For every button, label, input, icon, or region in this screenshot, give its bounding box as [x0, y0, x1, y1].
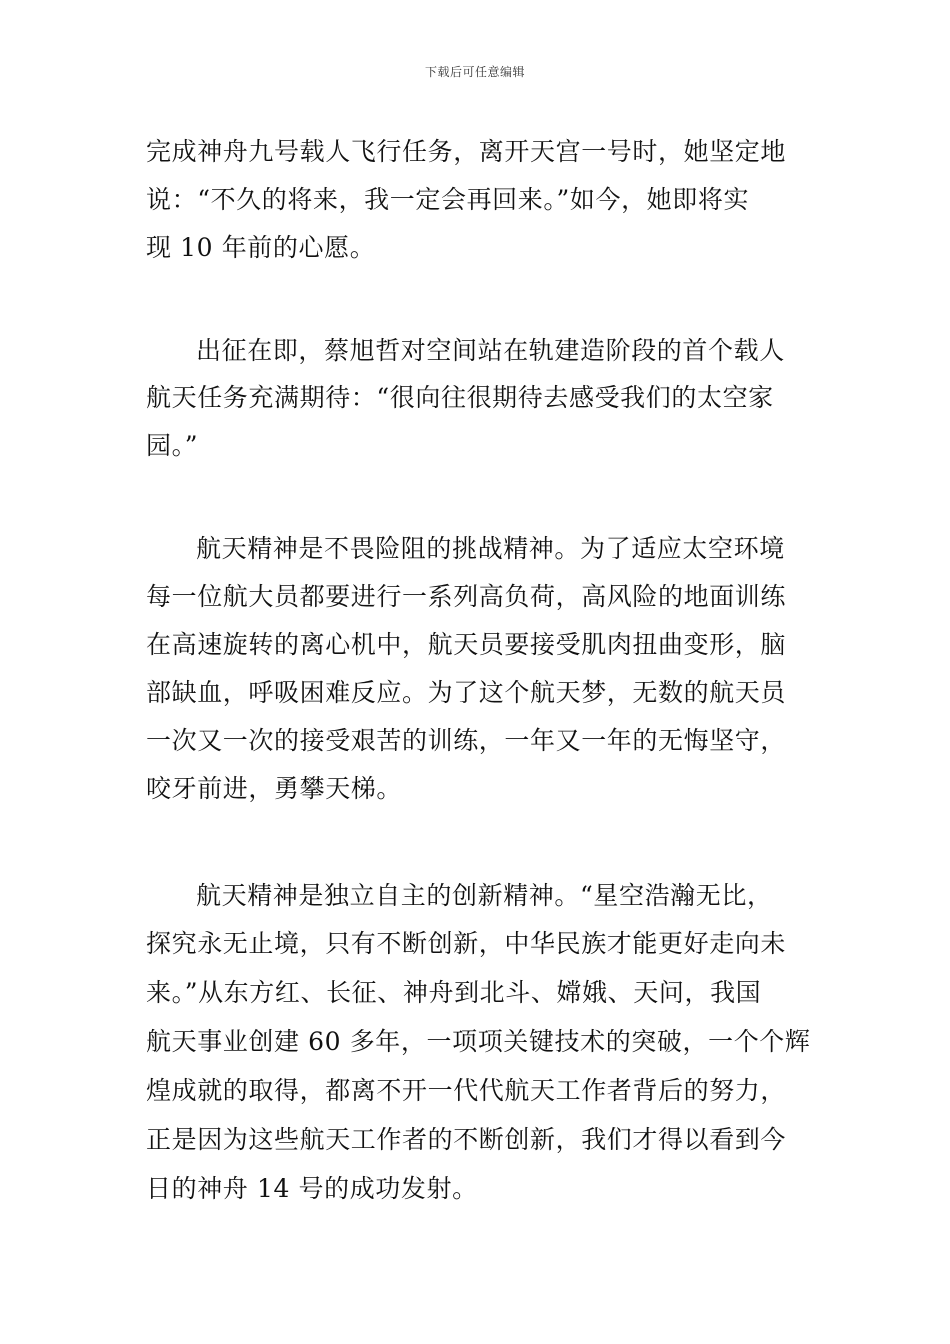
paragraph-3-line-5: 一次又一次的接受艰苦的训练，一年又一年的无悔坚守， [146, 726, 787, 755]
paragraph-1-line-1: 完成神舟九号载人飞行任务，离开天宫一号时，她坚定地 [146, 137, 787, 166]
paragraph-2-line-1: 出征在即，蔡旭哲对空间站在轨建造阶段的首个载人 [196, 336, 785, 365]
paragraph-3-line-2: 每一位航大员都要进行一系列高负荷，高风险的地面训练 [146, 582, 787, 611]
paragraph-3-line-6: 咬牙前进，勇攀天梯。 [146, 774, 403, 803]
paragraph-1-line-2: 说：“不久的将来，我一定会再回来。”如今，她即将实 [146, 185, 750, 214]
paragraph-2-line-2: 航天任务充满期待：“很向往很期待去感受我们的太空家 [146, 383, 774, 412]
paragraph-4-line-1: 航天精神是独立自主的创新精神。“星空浩瀚无比， [196, 881, 773, 910]
paragraph-4-line-3: 来。”从东方红、长征、神舟到北斗、嫦娥、天问，我国 [146, 978, 762, 1007]
paragraph-1-line-3: 现 10 年前的心愿。 [146, 233, 376, 262]
paragraph-4-line-6: 正是因为这些航天工作者的不断创新，我们才得以看到今 [146, 1125, 787, 1154]
header-note: 下载后可任意编辑 [424, 65, 525, 79]
paragraph-2-line-3: 园。” [146, 431, 199, 460]
paragraph-3-line-4: 部缺血，呼吸困难反应。为了这个航天梦，无数的航天员 [146, 678, 787, 707]
paragraph-3-line-3: 在高速旋转的离心机中，航天员要接受肌肉扭曲变形，脑 [146, 630, 787, 659]
paragraph-4-line-5: 煌成就的取得，都离不开一代代航天工作者背后的努力， [146, 1076, 787, 1105]
paragraph-4-line-2: 探究永无止境，只有不断创新，中华民族才能更好走向未 [146, 929, 787, 958]
paragraph-4-line-7: 日的神舟 14 号的成功发射。 [146, 1174, 478, 1203]
paragraph-3-line-1: 航天精神是不畏险阻的挑战精神。为了适应太空环境 [196, 534, 785, 563]
paragraph-4-line-4: 航天事业创建 60 多年，一项项关键技术的突破，一个个辉 [146, 1027, 811, 1056]
